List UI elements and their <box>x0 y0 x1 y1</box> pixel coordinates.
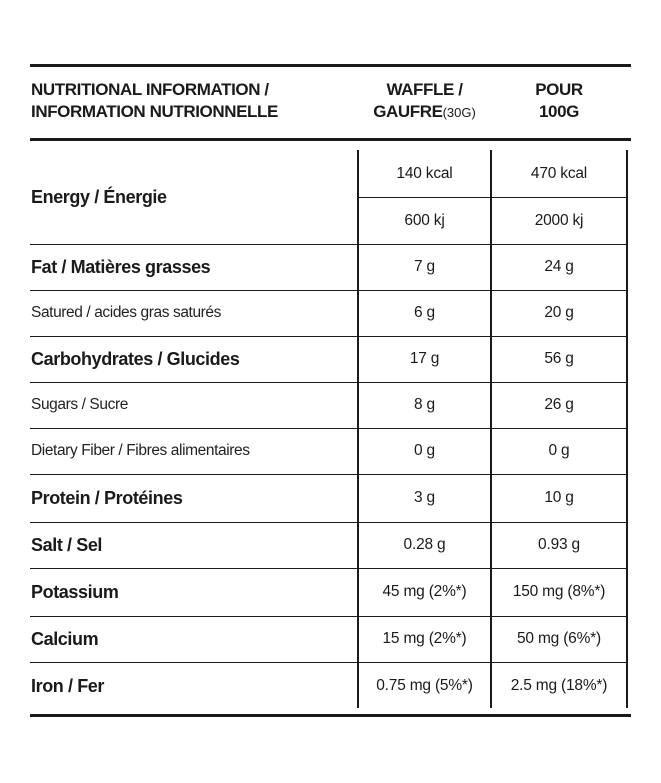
potassium-100g-value: 150 mg (8%*) <box>512 583 606 600</box>
header-waffle-weight: (30G) <box>442 105 476 120</box>
energy-kj-waffle: 600 kj <box>404 212 445 229</box>
header-waffle-column <box>357 79 492 124</box>
iron-100g-value: 2.5 mg (18%*) <box>510 677 608 694</box>
column-divider-right <box>626 150 628 708</box>
sugars-100g-value: 26 g <box>544 396 574 413</box>
energy-kcal-100g: 470 kcal <box>530 164 588 182</box>
saturated-label: Satured / acides gras saturés <box>31 304 222 321</box>
calcium-label: Calcium <box>31 628 99 649</box>
carbohydrates-label: Carbohydrates / Glucides <box>31 348 240 369</box>
sugars-label: Sugars / Sucre <box>31 396 128 413</box>
energy-kcal-waffle: 140 kcal <box>396 164 453 182</box>
fat-label: Fat / Matières grasses <box>31 256 211 277</box>
header-100g-line2: 100G <box>539 102 579 121</box>
calcium-waffle-value: 15 mg (2%*) <box>382 630 467 647</box>
header-waffle-line2 <box>357 101 492 124</box>
protein-waffle-value: 3 g <box>414 489 435 506</box>
energy-label: Energy / Énergie <box>31 186 167 207</box>
potassium-waffle-value: 45 mg (2%*) <box>382 583 467 600</box>
sugars-waffle-value: 8 g <box>414 396 435 413</box>
energy-kj-100g: 2000 kj <box>534 212 584 229</box>
header-label-line1: NUTRITIONAL INFORMATION / <box>31 80 269 99</box>
bottom-rule <box>30 714 631 717</box>
header-label-line2: INFORMATION NUTRIONNELLE <box>31 102 278 121</box>
saturated-100g-value: 20 g <box>544 304 574 321</box>
fat-waffle-value: 7 g <box>414 258 435 275</box>
protein-label: Protein / Protéines <box>31 487 183 508</box>
carbohydrates-waffle-value: 17 g <box>409 350 440 367</box>
header-100g-line1: POUR <box>535 80 583 99</box>
calcium-100g-value: 50 mg (6%*) <box>517 630 601 647</box>
header-rule <box>30 138 631 141</box>
carbohydrates-100g-value: 56 g <box>544 350 574 367</box>
fiber-100g-value: 0 g <box>548 442 570 459</box>
fiber-waffle-value: 0 g <box>414 442 435 459</box>
protein-100g-value: 10 g <box>544 489 574 506</box>
top-rule <box>30 64 631 67</box>
salt-100g-value: 0.93 g <box>538 536 580 553</box>
saturated-waffle-value: 6 g <box>414 304 435 321</box>
iron-label: Iron / Fer <box>31 675 105 696</box>
header-100g-column <box>492 79 626 123</box>
fat-100g-value: 24 g <box>544 258 574 275</box>
salt-waffle-value: 0.28 g <box>403 536 446 553</box>
salt-label: Salt / Sel <box>31 534 103 555</box>
header-label-column <box>31 79 351 123</box>
header-waffle-line1: WAFFLE / <box>386 80 463 99</box>
fiber-label: Dietary Fiber / Fibres alimentaires <box>31 442 250 459</box>
potassium-label: Potassium <box>31 581 119 602</box>
iron-waffle-value: 0.75 mg (5%*) <box>376 677 473 694</box>
header-waffle-text: GAUFRE <box>373 102 443 121</box>
